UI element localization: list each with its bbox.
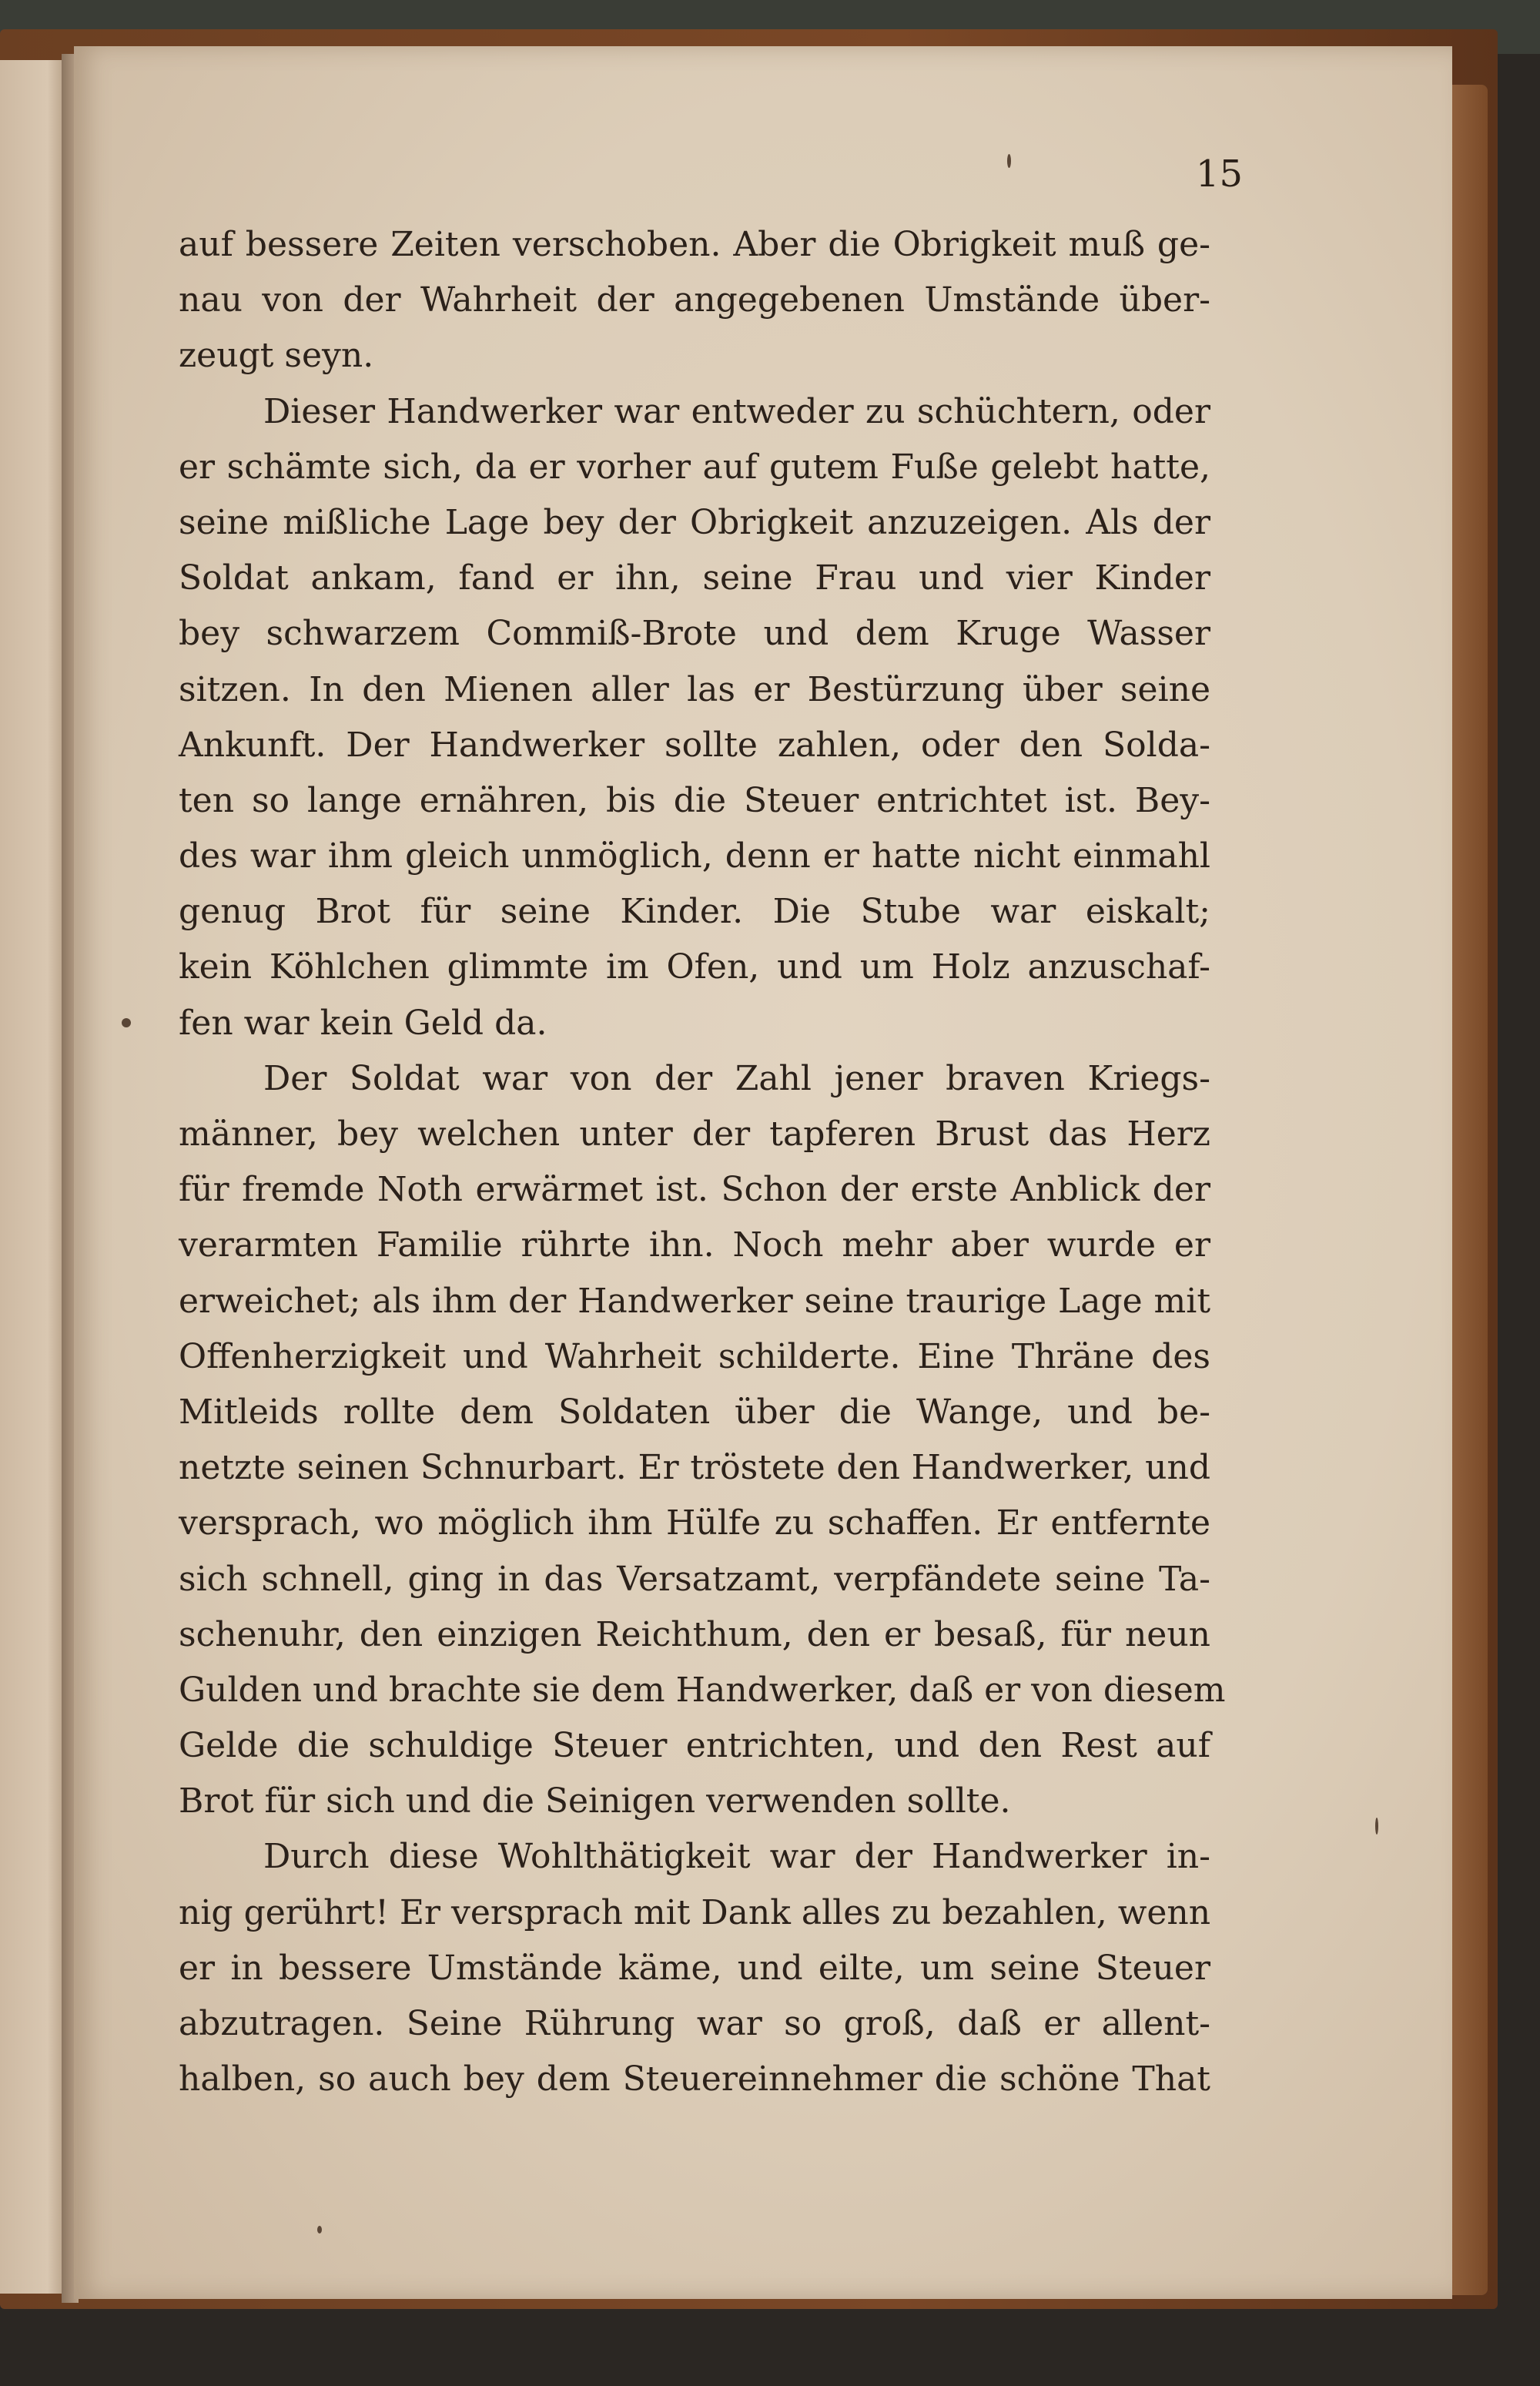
text-line: schenuhr, den einzigen Reichthum, den er besaß, für neun bbox=[179, 1614, 1210, 1654]
paper-speck bbox=[317, 2226, 322, 2234]
text-line: männer, bey welchen unter der tapferen Brust das Herz bbox=[179, 1114, 1210, 1154]
text-line: bey schwarzem Commiß-Brote und dem Kruge Wasser bbox=[179, 614, 1210, 654]
facing-page-sliver bbox=[0, 60, 68, 2294]
text-line: er schämte sich, da er vorher auf gutem Fuße gelebt hatte, bbox=[179, 447, 1210, 487]
text-line: zeugt seyn. bbox=[179, 336, 374, 376]
text-line: Dieser Handwerker war entweder zu schüchtern, oder bbox=[263, 391, 1210, 431]
paper-speck bbox=[1375, 1818, 1378, 1835]
text-line: Durch diese Wohlthätigkeit war der Handwerker in- bbox=[263, 1837, 1210, 1877]
text-line: Gulden und brachte sie dem Handwerker, daß er von diesem bbox=[179, 1670, 1226, 1710]
text-line: Der Soldat war von der Zahl jener braven Kriegs- bbox=[263, 1058, 1210, 1098]
text-line: halben, so auch bey dem Steuereinnehmer die schöne That bbox=[179, 2059, 1210, 2099]
paper-speck bbox=[1007, 154, 1011, 168]
paper-speck bbox=[122, 1018, 131, 1027]
text-line: abzutragen. Seine Rührung war so groß, daß er allent- bbox=[179, 2004, 1210, 2043]
text-line: kein Köhlchen glimmte im Ofen, und um Holz anzuschaf- bbox=[179, 947, 1210, 987]
text-line: fen war kein Geld da. bbox=[179, 1003, 547, 1043]
text-line: ten so lange ernähren, bis die Steuer entrichtet ist. Bey- bbox=[179, 780, 1210, 820]
text-line: nau von der Wahrheit der angegebenen Umstände über- bbox=[179, 280, 1210, 320]
text-line: auf bessere Zeiten verschoben. Aber die Obrigkeit muß ge- bbox=[179, 225, 1210, 264]
text-line: Offenherzigkeit und Wahrheit schilderte. Eine Thräne des bbox=[179, 1336, 1210, 1376]
text-line: erweichet; als ihm der Handwerker seine traurige Lage mit bbox=[179, 1281, 1210, 1321]
text-line: Ankunft. Der Handwerker sollte zahlen, oder den Solda- bbox=[179, 725, 1210, 765]
text-line: Gelde die schuldige Steuer entrichten, und den Rest auf bbox=[179, 1726, 1210, 1766]
text-line: nig gerührt! Er versprach mit Dank alles zu bezahlen, wenn bbox=[179, 1892, 1211, 1932]
text-line: Mitleids rollte dem Soldaten über die Wange, und be- bbox=[179, 1392, 1210, 1432]
text-line: für fremde Noth erwärmet ist. Schon der erste Anblick der bbox=[179, 1170, 1210, 1210]
text-line: Brot für sich und die Seinigen verwenden sollte. bbox=[179, 1781, 1011, 1821]
text-line: seine mißliche Lage bey der Obrigkeit anzuzeigen. Als der bbox=[179, 502, 1210, 542]
text-line: er in bessere Umstände käme, und eilte, um seine Steuer bbox=[179, 1948, 1210, 1988]
text-line: sitzen. In den Mienen aller las er Bestürzung über seine bbox=[179, 669, 1210, 709]
page-body-text bbox=[179, 217, 1226, 2107]
text-line: sich schnell, ging in das Versatzamt, verpfändete seine Ta- bbox=[179, 1559, 1210, 1599]
text-line: netzte seinen Schnurbart. Er tröstete den Handwerker, und bbox=[179, 1448, 1210, 1488]
page-number: 15 bbox=[1195, 152, 1243, 196]
text-line: verarmten Familie rührte ihn. Noch mehr aber wurde er bbox=[179, 1225, 1210, 1265]
text-line: Soldat ankam, fand er ihn, seine Frau und vier Kinder bbox=[179, 558, 1210, 598]
text-line: versprach, wo möglich ihm Hülfe zu schaffen. Er entfernte bbox=[179, 1503, 1210, 1543]
text-line: des war ihm gleich unmöglich, denn er hatte nicht einmahl bbox=[179, 836, 1210, 876]
text-line: genug Brot für seine Kinder. Die Stube war eiskalt; bbox=[179, 892, 1210, 932]
